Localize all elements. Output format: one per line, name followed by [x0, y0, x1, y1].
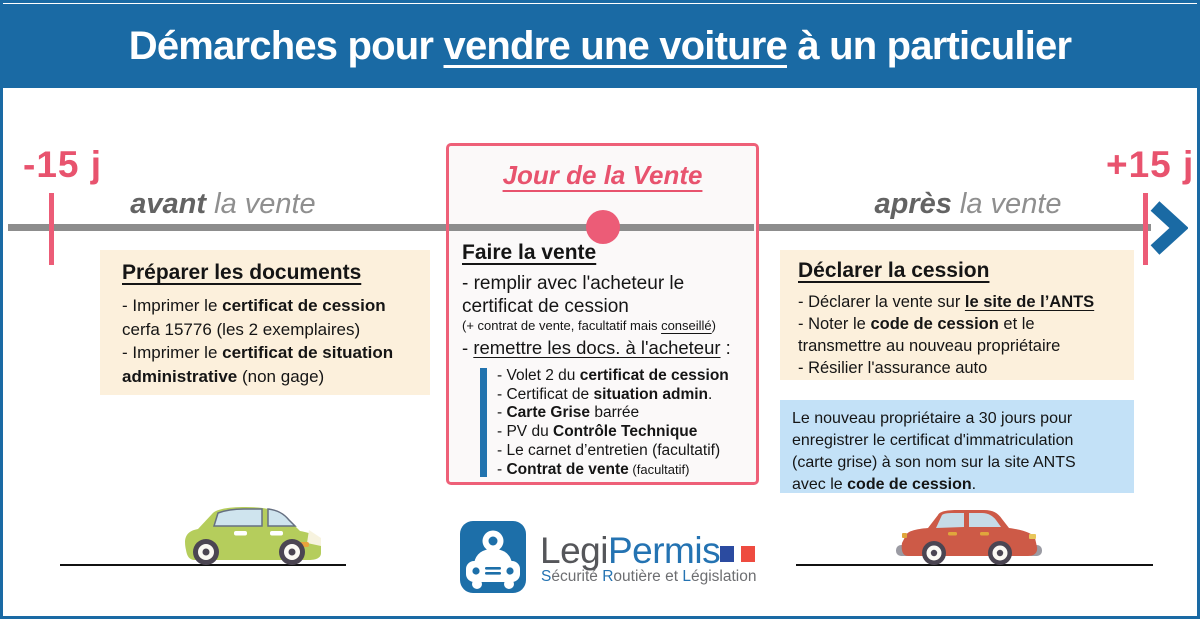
list-item: - Le carnet d’entretien (facultatif): [497, 441, 721, 459]
legipermis-logo-icon: [460, 521, 526, 594]
text-line: - Résilier l'assurance auto: [798, 359, 988, 377]
title-underlined-phrase: vendre une voiture: [443, 23, 787, 68]
make-the-sale-text: [462, 272, 684, 318]
text-line: Le nouveau propriétaire a 30 jours pour: [792, 410, 1073, 427]
list-item: - Contrat de vente (facultatif): [497, 460, 690, 478]
header-band: [3, 4, 1197, 88]
list-item: - Certificat de situation admin.: [497, 385, 713, 403]
legipermis-tagline: Sécurité Routière et Législation: [541, 568, 757, 585]
text-line: - Imprimer le certificat de situation: [122, 343, 394, 362]
plus-15-days-marker: +15 j: [1106, 144, 1195, 185]
text-line: administrative (non gage): [122, 366, 325, 386]
make-the-sale-title: Faire la vente: [462, 241, 597, 264]
text-line: enregistrer le certificat d'immatriculation: [792, 432, 1074, 449]
list-item: - Volet 2 du certificat de cession: [497, 367, 729, 384]
sale-day-box: [446, 143, 759, 485]
sale-day-title: Jour de la Vente: [502, 160, 703, 190]
new-owner-info-text: [792, 408, 1076, 496]
minus-15-days-marker: -15 j: [23, 144, 103, 185]
label-after-sale: après la vente: [874, 188, 1062, 220]
red-car-icon: [896, 507, 1042, 565]
documents-list: [497, 367, 729, 479]
flag-red-square: [741, 546, 755, 562]
timeline-line-right: [757, 224, 1151, 231]
handover-line: - remettre les docs. à l'acheteur :: [462, 337, 731, 358]
text-line: transmettre au nouveau propriétaire: [798, 337, 1061, 355]
text-line: - Imprimer le certificat de cession: [122, 296, 386, 315]
declare-transfer-title: Déclarer la cession: [798, 259, 990, 282]
label-before-sale: avant la vente: [130, 188, 316, 220]
timeline-arrow-icon: [1148, 199, 1188, 257]
declare-transfer-text: [798, 291, 1094, 379]
list-item: - Carte Grise barrée: [497, 404, 640, 422]
timeline-line-left: [8, 224, 446, 231]
new-owner-info-box: [780, 400, 1134, 493]
prepare-documents-box: [100, 250, 430, 395]
right-tick: [1143, 193, 1148, 265]
text-line: - Noter le code de cession et le: [798, 315, 1035, 333]
list-item: - PV du Contrôle Technique: [497, 423, 698, 441]
text-line: cerfa 15776 (les 2 exemplaires): [122, 319, 361, 339]
contract-note: (+ contrat de vente, facultatif mais conseillé): [462, 318, 717, 333]
text-line: avec le code de cession.: [792, 476, 977, 493]
sale-day-dot: [586, 210, 620, 244]
text-line: - Déclarer la vente sur le site de l’ANTS: [798, 293, 1095, 311]
left-tick: [49, 193, 54, 265]
page-title: Démarches pour vendre une voiture à un particulier: [128, 23, 1072, 68]
flag-blue-square: [720, 546, 734, 562]
text-line: - remplir avec l'acheteur le: [462, 273, 685, 294]
text-line: certificat de cession: [462, 296, 629, 317]
text-line: (carte grise) à son nom sur la site ANTS: [792, 454, 1076, 471]
legipermis-wordmark: LegiPermis: [540, 530, 721, 571]
green-car-icon: [178, 505, 326, 566]
prepare-documents-title: Préparer les documents: [122, 261, 362, 284]
declare-transfer-box: [780, 250, 1134, 380]
documents-accent-bar: [480, 368, 487, 477]
prepare-documents-text: [122, 294, 393, 388]
